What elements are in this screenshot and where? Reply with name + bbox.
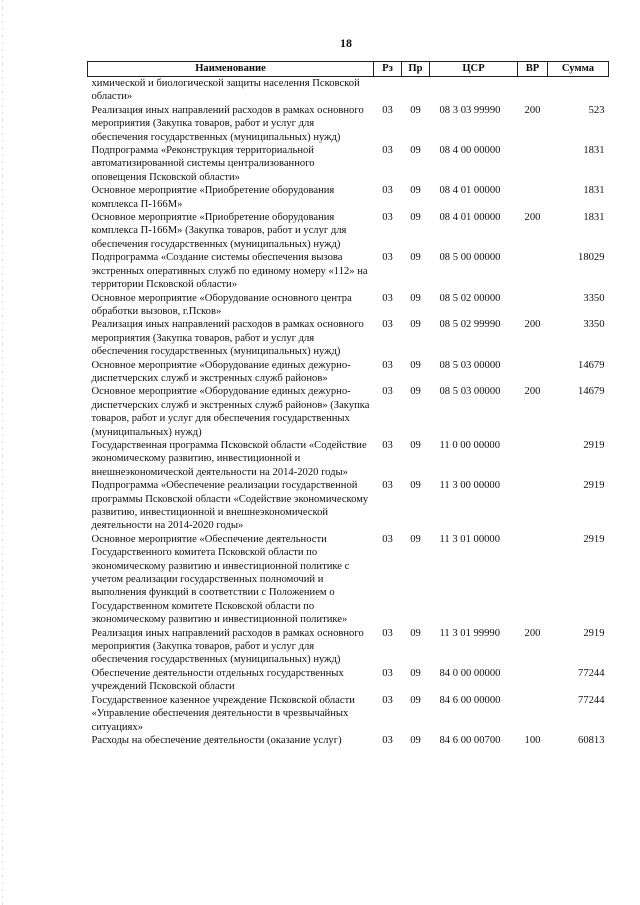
cell-pr: 09	[410, 104, 421, 116]
header-name: Наименование	[88, 62, 374, 77]
cell-rz: 03	[382, 627, 393, 639]
cell-csr: 84 0 00 00000	[439, 667, 501, 679]
cell-pr: 09	[410, 734, 421, 746]
cell-sum: 77244	[578, 694, 605, 706]
cell-vr	[518, 479, 548, 533]
cell-pr	[402, 77, 430, 104]
cell-vr: 200	[524, 212, 541, 224]
cell-name: Подпрограмма «Создание системы обеспечения вызова экстренных оперативных служб по единому номеру «112» на территории Псковской области»	[91, 252, 368, 291]
cell-name: Подпрограмма «Реконструкция территориальной автоматизированной системы централизованного оповещения Псковской области»	[91, 145, 315, 183]
header-pr: Пр	[402, 62, 430, 77]
cell-rz: 03	[382, 145, 393, 157]
cell-name: Реализация иных направлений расходов в рамках основного мероприятия (Закупка товаров, работ и услуг для обеспечения государственных (муниципальных) нужд)	[91, 319, 364, 358]
table-row	[88, 734, 609, 747]
cell-csr: 08 5 03 00000	[439, 386, 501, 398]
cell-vr: 200	[524, 386, 541, 398]
table-row	[88, 694, 609, 734]
cell-vr	[518, 144, 548, 184]
cell-vr: 200	[524, 627, 541, 639]
table-row	[88, 627, 609, 667]
cell-csr: 84 6 00 00000	[439, 694, 501, 706]
cell-csr: 11 0 00 00000	[439, 439, 501, 451]
cell-name: Государственная программа Псковской области «Содействие экономическому развитию, инвестиционной и внешнеэкономической деятельности на 2014-2020 годы»	[91, 439, 367, 478]
cell-sum: 14679	[578, 386, 605, 398]
cell-csr: 84 6 00 00700	[439, 734, 501, 746]
cell-rz: 03	[382, 694, 393, 706]
cell-csr: 08 5 00 00000	[439, 252, 501, 264]
cell-sum: 3350	[583, 319, 605, 331]
cell-name: Реализация иных направлений расходов в рамках основного мероприятия (Закупка товаров, работ и услуг для обеспечения государственных (муниципальных) нужд)	[91, 627, 364, 666]
cell-pr: 09	[410, 627, 421, 639]
table-row	[88, 77, 609, 104]
cell-sum: 18029	[578, 252, 605, 264]
cell-sum: 3350	[583, 292, 605, 304]
cell-sum: 77244	[578, 667, 605, 679]
cell-vr	[518, 184, 548, 211]
cell-vr	[518, 359, 548, 386]
cell-sum: 2919	[583, 439, 605, 451]
cell-name: Основное мероприятие «Обеспечение деятельности Государственного комитета Псковской области по экономическому развитию и инвестиционной политике с учетом реализации государственных полномочий и выполнения функций в соответствии с Положением о Государственном комитете Псковской области по экономическому развитию и инвестиционной политике»	[91, 533, 350, 626]
budget-table	[87, 61, 609, 747]
table-row	[88, 318, 609, 358]
table-row	[88, 184, 609, 211]
cell-rz: 03	[382, 734, 393, 746]
cell-sum: 1831	[583, 185, 605, 197]
cell-sum: 14679	[578, 359, 605, 371]
cell-rz: 03	[382, 292, 393, 304]
cell-rz: 03	[382, 212, 393, 224]
table-row	[88, 667, 609, 694]
cell-name: Расходы на обеспечение деятельности (оказание услуг)	[91, 734, 342, 746]
cell-rz: 03	[382, 359, 393, 371]
cell-name: Основное мероприятие «Оборудование единых дежурно-диспетчерских служб и экстренных служб районов»	[91, 359, 351, 384]
header-rz: Рз	[374, 62, 402, 77]
cell-vr	[518, 439, 548, 479]
table-row	[88, 251, 609, 291]
cell-vr: 200	[524, 104, 541, 116]
table-body	[88, 77, 609, 748]
cell-name: Основное мероприятие «Приобретение оборудования комплекса П-166М»	[91, 185, 335, 210]
cell-rz: 03	[382, 252, 393, 264]
cell-pr: 09	[410, 145, 421, 157]
cell-vr	[518, 292, 548, 319]
cell-vr: 200	[524, 319, 541, 331]
header-sum: Сумма	[548, 62, 609, 77]
cell-sum	[548, 77, 609, 104]
table-header-row	[88, 62, 609, 77]
cell-pr: 09	[410, 480, 421, 492]
cell-sum: 523	[588, 104, 605, 116]
cell-csr: 08 4 01 00000	[439, 185, 501, 197]
cell-pr: 09	[410, 694, 421, 706]
cell-vr	[518, 77, 548, 104]
cell-sum: 60813	[578, 734, 605, 746]
cell-rz: 03	[382, 439, 393, 451]
cell-pr: 09	[410, 359, 421, 371]
cell-csr: 08 4 00 00000	[439, 145, 501, 157]
cell-name: Основное мероприятие «Оборудование единых дежурно-диспетчерских служб и экстренных служб районов» (Закупка товаров, работ и услуг для обеспечения государственных (муниципальных) нужд)	[91, 386, 370, 438]
table-row	[88, 211, 609, 251]
cell-pr: 09	[410, 252, 421, 264]
cell-csr: 08 5 02 99990	[439, 319, 501, 331]
table-row	[88, 385, 609, 439]
table-row	[88, 292, 609, 319]
cell-rz: 03	[382, 386, 393, 398]
table-row	[88, 479, 609, 533]
cell-name: Обеспечение деятельности отдельных государственных учреждений Псковской области	[91, 667, 344, 693]
table-row	[88, 439, 609, 479]
cell-name: Государственное казенное учреждение Псковской области «Управление обеспечения деятельности в чрезвычайных ситуациях»	[91, 694, 355, 733]
cell-rz: 03	[382, 319, 393, 331]
cell-pr: 09	[410, 386, 421, 398]
cell-csr	[430, 77, 518, 104]
cell-sum: 1831	[583, 145, 605, 157]
cell-vr	[518, 694, 548, 734]
cell-csr: 08 4 01 00000	[439, 212, 501, 224]
cell-csr: 08 3 03 99990	[439, 104, 501, 116]
cell-pr: 09	[410, 212, 421, 224]
cell-csr: 08 5 03 00000	[439, 359, 501, 371]
cell-vr	[518, 667, 548, 694]
cell-name: Подпрограмма «Обеспечение реализации государственной программы Псковской области «Содействие экономическому развитию, инвестиционной и внешнеэкономической деятельности на 2014-2020 годы»	[91, 480, 369, 532]
cell-vr: 100	[524, 734, 541, 746]
cell-pr: 09	[410, 533, 421, 545]
cell-sum: 1831	[583, 212, 605, 224]
table-row	[88, 104, 609, 144]
cell-pr: 09	[410, 667, 421, 679]
cell-csr: 08 5 02 00000	[439, 292, 501, 304]
cell-csr: 11 3 01 99990	[439, 627, 501, 639]
cell-sum: 2919	[583, 480, 605, 492]
header-csr: ЦСР	[430, 62, 518, 77]
header-vr: ВР	[518, 62, 548, 77]
scan-edge-artifact	[2, 0, 3, 905]
cell-name: Основное мероприятие «Приобретение оборудования комплекса П-166М» (Закупка товаров, работ и услуг для обеспечения государственных (муниципальных) нужд)	[91, 212, 347, 250]
cell-rz	[374, 77, 402, 104]
cell-csr: 11 3 00 00000	[439, 480, 501, 492]
cell-sum: 2919	[583, 627, 605, 639]
cell-rz: 03	[382, 533, 393, 545]
cell-rz: 03	[382, 667, 393, 679]
cell-rz: 03	[382, 104, 393, 116]
table-row	[88, 359, 609, 386]
cell-rz: 03	[382, 480, 393, 492]
cell-rz: 03	[382, 185, 393, 197]
table-row	[88, 533, 609, 627]
cell-name: Основное мероприятие «Оборудование основного центра обработки вызовов, г.Псков»	[91, 292, 352, 317]
cell-vr	[518, 533, 548, 627]
cell-pr: 09	[410, 439, 421, 451]
page-number: 18	[340, 36, 352, 50]
cell-pr: 09	[410, 319, 421, 331]
cell-csr: 11 3 01 00000	[439, 533, 501, 545]
cell-name: Реализация иных направлений расходов в рамках основного мероприятия (Закупка товаров, работ и услуг для обеспечения государственных (муниципальных) нужд)	[91, 104, 364, 143]
cell-pr: 09	[410, 185, 421, 197]
cell-name: химической и биологической защиты населения Псковской области»	[91, 78, 360, 103]
table-row	[88, 144, 609, 184]
cell-sum: 2919	[583, 533, 605, 545]
cell-vr	[518, 251, 548, 291]
cell-pr: 09	[410, 292, 421, 304]
